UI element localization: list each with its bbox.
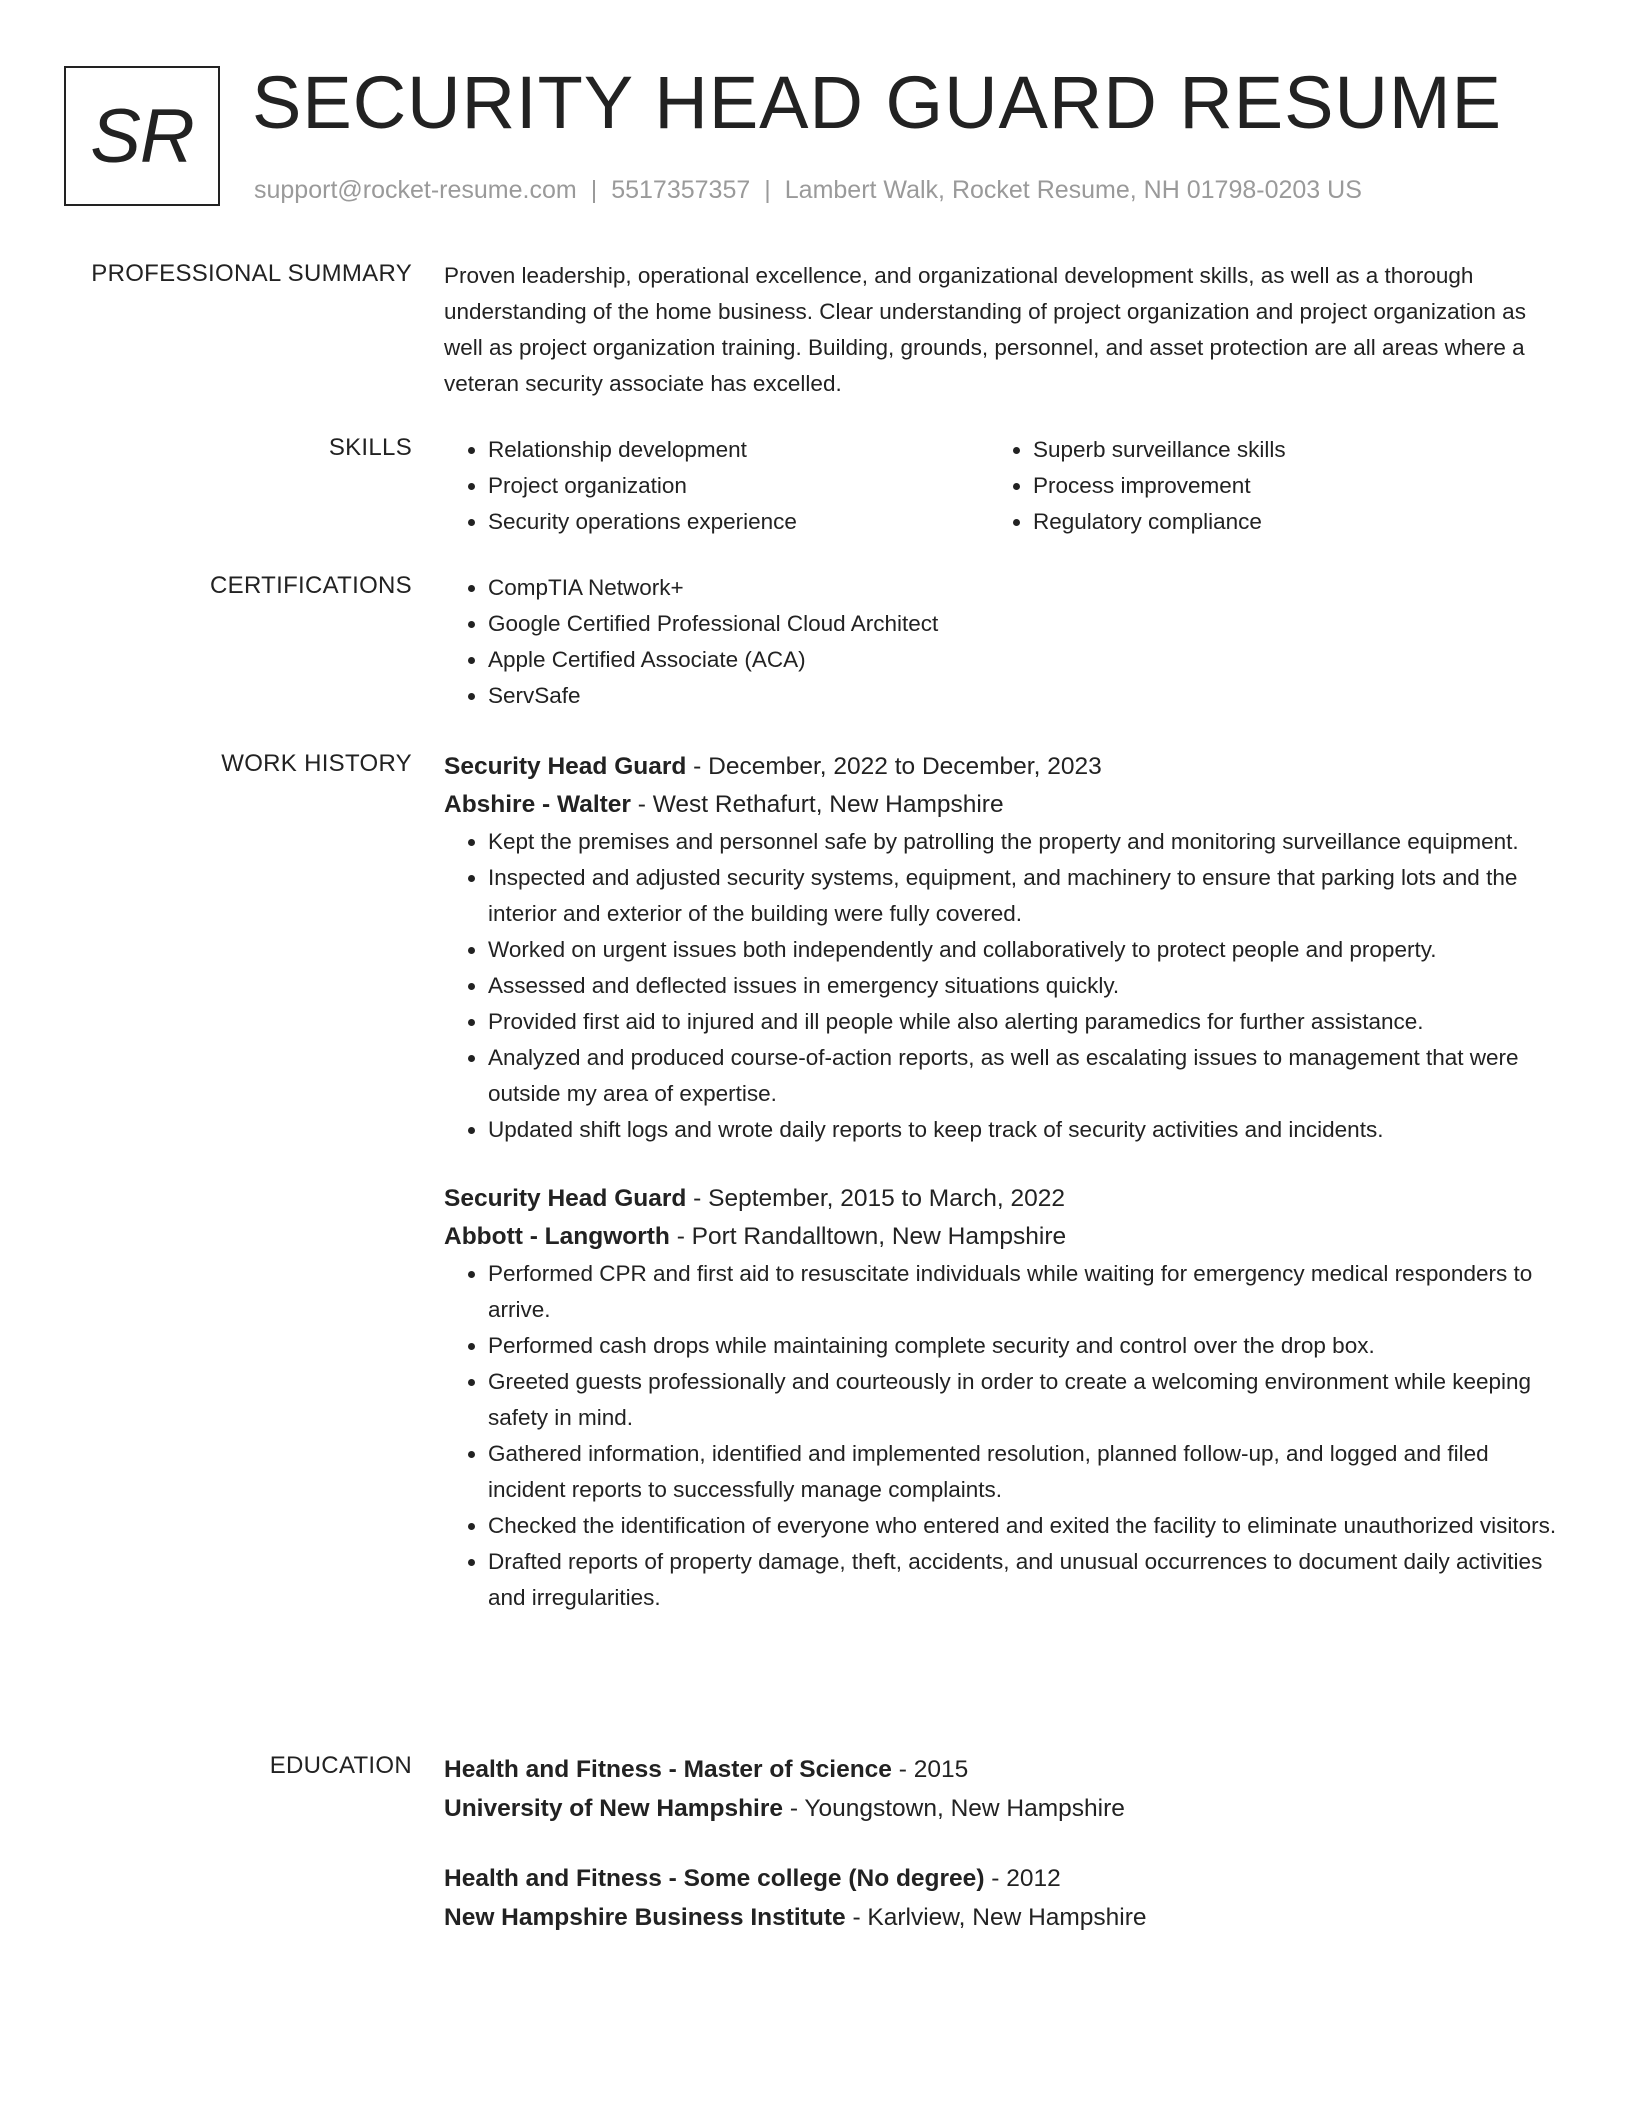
job-duty: • Performed cash drops while maintaining complete security and control over the drop box. — [488, 1328, 1564, 1364]
monogram-logo: SR — [64, 66, 220, 206]
education-school-line — [444, 1898, 1564, 1937]
skills-body — [444, 432, 1564, 540]
education-school: New Hampshire Business Institute — [444, 1904, 846, 1931]
job-entry — [444, 748, 1564, 1148]
page-title: SECURITY HEAD GUARD RESUME — [252, 61, 1502, 144]
contact-email: support@rocket-resume.com — [254, 176, 577, 204]
education-degree-line — [444, 1750, 1564, 1789]
skill-item: • Regulatory compliance — [1033, 504, 1534, 540]
job-title: Security Head Guard — [444, 753, 687, 780]
skill-item: • Relationship development — [488, 432, 989, 468]
job-duty: • Provided first aid to injured and ill people while also alerting paramedics for further assistance. — [488, 1004, 1564, 1040]
education-degree: Health and Fitness - Master of Science — [444, 1756, 892, 1783]
job-title: Security Head Guard — [444, 1185, 687, 1212]
certification-item: • CompTIA Network+ — [488, 570, 1564, 606]
education-body — [444, 1750, 1564, 1937]
skill-item: • Security operations experience — [488, 504, 989, 540]
job-duty: • Gathered information, identified and implemented resolution, planned follow-up, and logged and filed incident reports to successfully manage complaints. — [488, 1436, 1564, 1508]
skill-item: • Project organization — [488, 468, 989, 504]
job-location: - Port Randalltown, New Hampshire — [669, 1223, 1067, 1250]
education-school: University of New Hampshire — [444, 1795, 784, 1822]
job-duty: • Assessed and deflected issues in emergency situations quickly. — [488, 968, 1564, 1004]
job-company: Abbott - Langworth — [444, 1223, 670, 1250]
education-location: - Karlview, New Hampshire — [845, 1904, 1147, 1931]
education-degree-line — [444, 1859, 1564, 1898]
certifications-body — [444, 570, 1564, 714]
skill-item: • Superb surveillance skills — [1033, 432, 1534, 468]
job-title-line — [444, 1180, 1564, 1218]
skills-label: SKILLS — [328, 434, 412, 461]
summary-text: Proven leadership, operational excellence, and organizational development skills, as well as a thorough understanding of the home business. Clear understanding of project organization and project organization as well as project organization training. Building, grounds, personnel, and asset protection are all areas where a veteran security associate has excelled. — [444, 263, 1526, 396]
education-location: - Youngstown, New Hampshire — [783, 1795, 1125, 1822]
job-title-line — [444, 748, 1564, 786]
job-duty: • Analyzed and produced course-of-action reports, as well as escalating issues to management that were outside my area of expertise. — [488, 1040, 1564, 1112]
job-entry — [444, 1180, 1564, 1616]
education-year: - 2015 — [891, 1756, 969, 1783]
job-duty: • Updated shift logs and wrote daily reports to keep track of security activities and incidents. — [488, 1112, 1564, 1148]
job-duty: • Kept the premises and personnel safe by patrolling the property and monitoring surveillance equipment. — [488, 824, 1564, 860]
summary-label: PROFESSIONAL SUMMARY — [91, 260, 412, 287]
summary-body — [444, 258, 1564, 402]
job-duty: • Performed CPR and first aid to resuscitate individuals while waiting for emergency medical responders to arrive. — [488, 1256, 1564, 1328]
contact-line — [254, 174, 1362, 206]
education-school-line — [444, 1789, 1564, 1828]
education-label: EDUCATION — [269, 1752, 412, 1779]
skill-item: • Process improvement — [1033, 468, 1534, 504]
work-history-body — [444, 748, 1564, 1616]
certification-item: • Apple Certified Associate (ACA) — [488, 642, 1564, 678]
education-year: - 2012 — [984, 1865, 1061, 1892]
job-duty: • Worked on urgent issues both independently and collaboratively to protect people and property. — [488, 932, 1564, 968]
skills-grid — [444, 432, 1564, 540]
skills-column-left — [444, 432, 989, 540]
contact-phone: 5517357357 — [611, 176, 751, 204]
education-entry — [444, 1859, 1564, 1937]
work-history-label: WORK HISTORY — [221, 750, 412, 777]
job-dates: - September, 2015 to March, 2022 — [686, 1185, 1065, 1212]
contact-separator: | — [764, 176, 771, 204]
job-company-line — [444, 786, 1564, 824]
education-degree: Health and Fitness - Some college (No degree) — [444, 1865, 985, 1892]
job-location: - West Rethafurt, New Hampshire — [630, 791, 1004, 818]
skills-column-right — [989, 432, 1534, 540]
job-duty: • Inspected and adjusted security systems, equipment, and machinery to ensure that parking lots and the interior and exterior of the building were fully covered. — [488, 860, 1564, 932]
job-company: Abshire - Walter — [444, 791, 631, 818]
certification-item: • ServSafe — [488, 678, 1564, 714]
job-duty: • Greeted guests professionally and courteously in order to create a welcoming environment while keeping safety in mind. — [488, 1364, 1564, 1436]
job-company-line — [444, 1218, 1564, 1256]
job-duty: • Checked the identification of everyone who entered and exited the facility to eliminate unauthorized visitors. — [488, 1508, 1564, 1544]
contact-separator: | — [590, 176, 598, 204]
education-entry — [444, 1750, 1564, 1828]
contact-address: Lambert Walk, Rocket Resume, NH 01798-0203 US — [784, 176, 1362, 204]
resume-header — [64, 61, 1564, 214]
job-dates: - December, 2022 to December, 2023 — [686, 753, 1102, 780]
certification-item: • Google Certified Professional Cloud Architect — [488, 606, 1564, 642]
job-duties-list — [444, 1256, 1564, 1616]
job-duties-list — [444, 824, 1564, 1148]
job-duty: • Drafted reports of property damage, theft, accidents, and unusual occurrences to document daily activities and irregularities. — [488, 1544, 1564, 1616]
certifications-label: CERTIFICATIONS — [210, 572, 412, 599]
